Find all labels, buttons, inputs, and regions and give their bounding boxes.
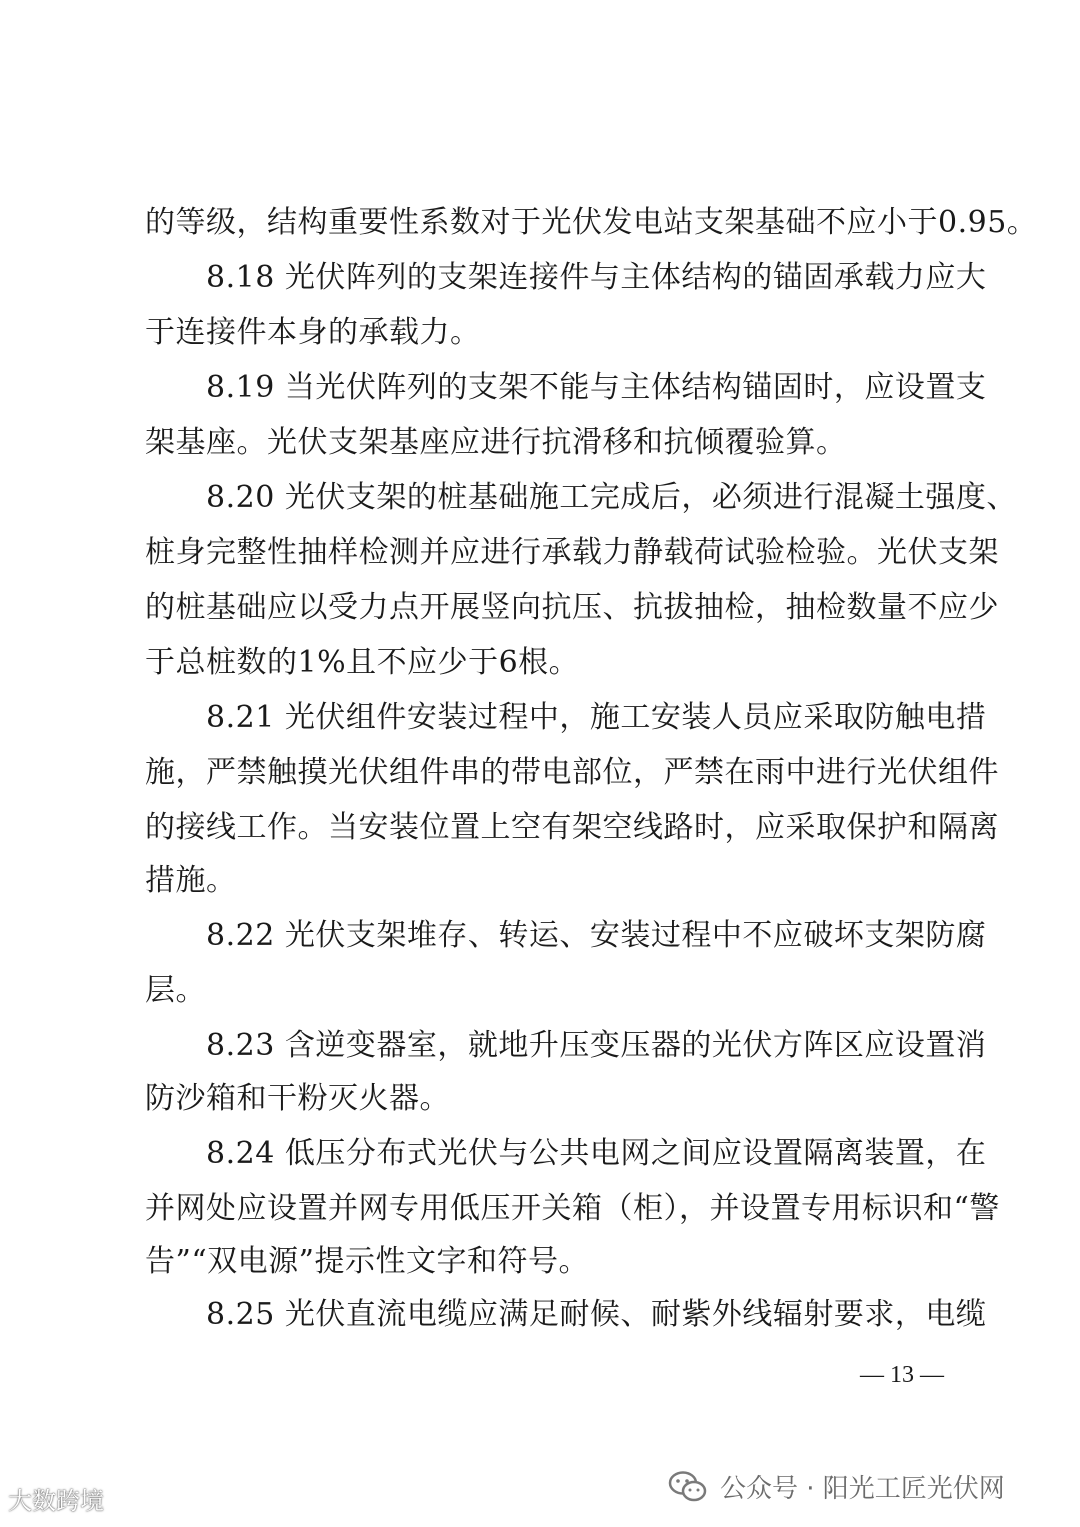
- text-line: 措施。: [145, 863, 237, 898]
- page-number: — 13 —: [860, 1362, 944, 1388]
- text-line: 并网处应设置并网专用低压开关箱（柜），并设置专用标识和“警: [145, 1191, 1000, 1226]
- text-line: 8.19 当光伏阵列的支架不能与主体结构锚固时，应设置支: [206, 370, 987, 405]
- text-line: 8.21 光伏组件安装过程中，施工安装人员应采取防触电措: [206, 700, 987, 735]
- text-line: 于总桩数的1%且不应少于6根。: [145, 645, 580, 680]
- text-line: 8.24 低压分布式光伏与公共电网之间应设置隔离装置，在: [206, 1136, 987, 1171]
- text-line: 防沙箱和干粉灭火器。: [145, 1081, 450, 1116]
- watermark-right: [668, 1468, 1005, 1505]
- text-line: 告”“双电源”提示性文字和符号。: [145, 1244, 590, 1279]
- wechat-icon: [668, 1470, 708, 1504]
- text-line: 层。: [145, 973, 206, 1008]
- text-line: 架基座。光伏支架基座应进行抗滑移和抗倾覆验算。: [145, 425, 847, 460]
- text-line: 桩身完整性抽样检测并应进行承载力静载荷试验检验。光伏支架: [145, 535, 999, 570]
- watermark-text: 公众号 · 阳光工匠光伏网: [720, 1474, 1005, 1504]
- text-line: 8.20 光伏支架的桩基础施工完成后，必须进行混凝土强度、: [206, 480, 1017, 515]
- text-line: 的等级，结构重要性系数对于光伏发电站支架基础不应小于0.95。: [145, 205, 1038, 240]
- text-line: 8.23 含逆变器室，就地升压变压器的光伏方阵区应设置消: [206, 1028, 987, 1063]
- text-line: 8.22 光伏支架堆存、转运、安装过程中不应破坏支架防腐: [206, 918, 987, 953]
- text-line: 的桩基础应以受力点开展竖向抗压、抗拔抽检，抽检数量不应少: [145, 590, 999, 625]
- text-line: 施，严禁触摸光伏组件串的带电部位，严禁在雨中进行光伏组件: [145, 755, 999, 790]
- text-line: 8.25 光伏直流电缆应满足耐候、耐紫外线辐射要求，电缆: [206, 1297, 987, 1332]
- text-line: 8.18 光伏阵列的支架连接件与主体结构的锚固承载力应大: [206, 260, 987, 295]
- text-line: 于连接件本身的承载力。: [145, 315, 481, 350]
- watermark-left: 大数跨境: [8, 1487, 104, 1515]
- text-line: 的接线工作。当安装位置上空有架空线路时，应采取保护和隔离: [145, 810, 999, 845]
